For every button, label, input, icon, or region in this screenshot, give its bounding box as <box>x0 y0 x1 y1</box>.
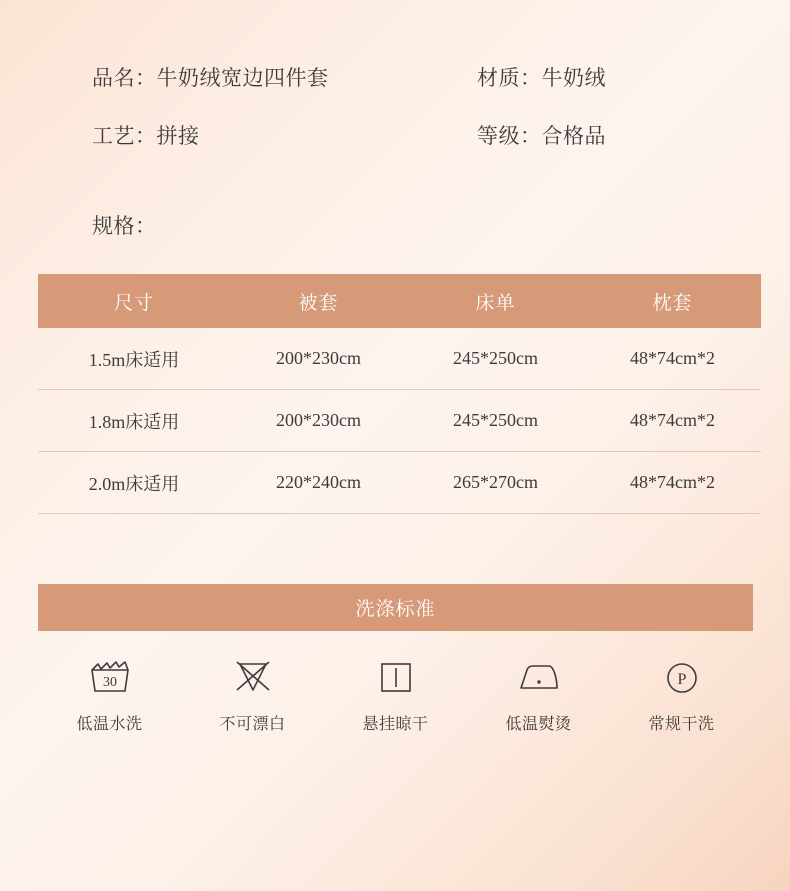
washing-item-label: 不可漂白 <box>219 716 286 733</box>
table-row <box>38 390 761 452</box>
spec-section-title: 规格： <box>92 214 157 238</box>
spec-table-body <box>38 328 761 514</box>
washing-item <box>331 655 461 734</box>
table-cell: 1.5m床适用 <box>38 328 230 390</box>
table-cell: 48*74cm*2 <box>584 452 761 514</box>
product-name-value: 牛奶绒宽边四件套 <box>156 66 329 90</box>
washing-item <box>188 655 318 734</box>
no-bleach-icon <box>230 655 276 701</box>
product-info-row <box>92 62 712 92</box>
washing-item-label: 悬挂晾干 <box>362 716 429 733</box>
spec-header-sheet: 床单 <box>407 274 584 328</box>
product-craft-value: 拼接 <box>156 124 200 148</box>
product-name <box>92 62 477 92</box>
dry-clean-p-icon <box>659 655 705 701</box>
product-info-row <box>92 120 712 150</box>
product-info-block <box>92 62 712 178</box>
washing-standard-title: 洗涤标准 <box>38 584 753 631</box>
svg-text:30: 30 <box>102 675 117 690</box>
table-header-row <box>38 274 761 328</box>
spec-header-size: 尺寸 <box>38 274 230 328</box>
washing-item-label: 低温水洗 <box>76 716 143 733</box>
spec-table-head <box>38 274 761 328</box>
table-cell: 245*250cm <box>407 328 584 390</box>
washing-item <box>45 655 175 734</box>
product-grade-label: 等级： <box>477 124 542 148</box>
low-iron-icon <box>515 655 563 701</box>
product-grade <box>477 120 606 150</box>
spec-header-duvet: 被套 <box>230 274 407 328</box>
svg-text:P: P <box>677 671 686 688</box>
product-craft-label: 工艺： <box>92 124 157 148</box>
table-cell: 245*250cm <box>407 390 584 452</box>
spec-table <box>38 274 761 514</box>
table-cell: 200*230cm <box>230 390 407 452</box>
table-cell: 200*230cm <box>230 328 407 390</box>
table-row <box>38 452 761 514</box>
table-cell: 1.8m床适用 <box>38 390 230 452</box>
product-name-label: 品名： <box>92 66 157 90</box>
washing-item-label: 低温熨烫 <box>505 716 572 733</box>
product-craft <box>92 120 477 150</box>
washing-item <box>474 655 604 734</box>
table-cell: 48*74cm*2 <box>584 390 761 452</box>
table-cell: 220*240cm <box>230 452 407 514</box>
washing-icons-row <box>38 655 753 734</box>
table-cell: 48*74cm*2 <box>584 328 761 390</box>
spec-header-pillowcase: 枕套 <box>584 274 761 328</box>
wash-30-icon <box>87 655 133 701</box>
table-cell: 265*270cm <box>407 452 584 514</box>
product-material-label: 材质： <box>477 66 542 90</box>
product-grade-value: 合格品 <box>541 124 606 148</box>
washing-item <box>617 655 747 734</box>
product-material <box>477 62 606 92</box>
line-dry-icon <box>373 655 419 701</box>
washing-item-label: 常规干洗 <box>648 716 715 733</box>
table-row <box>38 328 761 390</box>
table-cell: 2.0m床适用 <box>38 452 230 514</box>
product-material-value: 牛奶绒 <box>541 66 606 90</box>
